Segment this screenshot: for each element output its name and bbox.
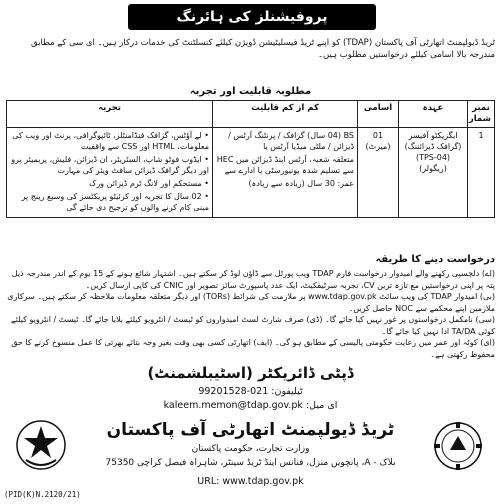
contact-email: ای میل: kaleem.memon@tdap.gov.pk	[163, 400, 338, 411]
signer-title: ڈپٹی ڈائریکٹر (اسٹیبلشمنٹ)	[147, 364, 354, 382]
experience-line: • 02 سال کا تجربہ اور کرئیٹو پریکٹسز کی وسیع رینج پر مبنی کام کرنے والوں کو ترجیح دی جائے گی	[10, 191, 209, 213]
header-seats: اسامی	[358, 101, 399, 128]
header-experience: تجربہ	[7, 101, 213, 128]
qualification-line: متعلقہ شعبہ، آرٹس اینڈ ڈیزائن میں HEC سے تسلیم شدہ یونیورسٹی یا ادارے سے	[216, 155, 354, 175]
table-row	[7, 128, 495, 218]
website-url: URL: www.tdap.gov.pk	[197, 476, 304, 487]
qualification-line: عمر: 30 سال (زیادہ سے زیادہ)	[248, 179, 354, 188]
contact-phone: ٹیلیفون: 021-99201528	[198, 386, 303, 397]
how-to-apply-line: (بی) امیدوار TDAP کی ویب سائٹ www.tdap.gov.pk پر ملازمت کی شرائط (TORs) اور دیگر متعلقہ معلومات ملاحظہ کر سکتے ہیں۔ سرکاری ملازمین اپنے محکمے سے NOC حاصل کریں۔	[7, 292, 495, 313]
cell-qualification	[213, 128, 358, 218]
pid-reference: (PID(K)N.2120/21)	[4, 490, 81, 499]
qualification-line: BS (04 سال) گرافک / پرنٹنگ آرٹس / ڈیزائن / ملٹی میڈیا آرٹس یا	[228, 131, 354, 151]
table-title: مطلوبہ قابلیت اور تجربہ	[189, 86, 312, 97]
how-to-apply-line: (اے) دلچسپی رکھنے والے امیدوار درخواست فارم TDAP ویب پورٹل سے ڈاؤن لوڈ کر سکتے ہیں۔ اشتہار شائع ہونے کے 15 یوم کے اندر مندرجہ ذیل پتہ پر اپنی درخواستیں مع تازہ ترین CV، تجربہ سرٹیفکیٹ، ایک عدد پاسپورٹ سائز تصویر اور CNIC کی کاپی ارسال کریں۔	[11, 269, 495, 290]
cell-experience	[7, 128, 213, 218]
how-to-apply-line: (سی) نامکمل درخواستوں پر غور نہیں کیا جائے گا۔ (ڈی) صرف شارٹ لسٹ امیدواروں کو ٹیسٹ / انٹرویو کیلئے بلایا جائے گا۔ ٹیسٹ / انٹرویو کیلئے کوئی TA/DA ادا نہیں کیا جائے گا۔	[11, 315, 495, 336]
experience-line: • ایڈوب فوٹو شاپ، السٹریٹر، ان ڈیزائن، فلیش، پریمیئر پرو اور دیگر گرافک ڈیزائن سافٹ ویئر کی مہارت	[10, 154, 209, 176]
experience-line: • مستحکم اور لانگ ٹرم ڈیزائن ورک	[10, 178, 209, 189]
cell-sno: 1	[468, 128, 495, 218]
header-qualification: کم از کم قابلیت	[213, 101, 358, 128]
jobs-table	[6, 100, 495, 218]
how-to-apply-title: درخواست دینے کا طریقہ	[375, 254, 495, 265]
how-to-apply-body	[6, 268, 495, 360]
tdap-logo-icon	[432, 420, 484, 472]
banner-text: پروفیشنلز کی ہائرنگ	[176, 9, 328, 25]
ministry-name: وزارت تجارت، حکومت پاکستان	[191, 444, 310, 454]
office-address: بلاک - A، پانچویں منزل، فنانس اینڈ ٹریڈ سینٹر، شاہراہ فیصل کراچی 75350	[105, 458, 396, 468]
intro-paragraph: ٹریڈ ڈیولپمنٹ اتھارٹی آف پاکستان (TDAP) کو اپنے ٹریڈ فیسلیٹیشن ڈویژن کیلئے کنسلٹنٹ کی خدمات درکار ہیں۔ ای سی کے مطابق مندرجہ بالا اسامی کیلئے درخواستیں مطلوب ہیں۔	[30, 38, 495, 60]
header-post: عہدہ	[399, 101, 468, 128]
how-to-apply-line: (ای) کوٹہ اور عمر میں رعایت حکومتی پالیسی کے مطابق ہو گی۔ (ایف) اتھارٹی کسی بھی وقت بغیر وجہ بتائے بھرتی کا عمل منسوخ کرنے کا حق محفوظ رکھتی ہے۔	[11, 338, 495, 359]
cell-post: ایگزیکٹو آفیسر (گرافک ڈیزائننگ) (TPS-04) (ریگولر)	[399, 128, 468, 218]
header-sno: نمبر شمار	[468, 101, 495, 128]
cell-seats: 01 (میرٹ)	[358, 128, 399, 218]
experience-line: • لے آؤٹس، گرافک فنڈامنٹلز، ٹائپوگرافی، پرنٹ اور ویب کی معلومات، HTML اور CSS سے واقفیت	[10, 130, 209, 152]
page-title	[128, 4, 376, 30]
table-header-row	[7, 101, 495, 128]
organization-name: ٹریڈ ڈیولپمنٹ اتھارٹی آف پاکستان	[106, 420, 395, 440]
